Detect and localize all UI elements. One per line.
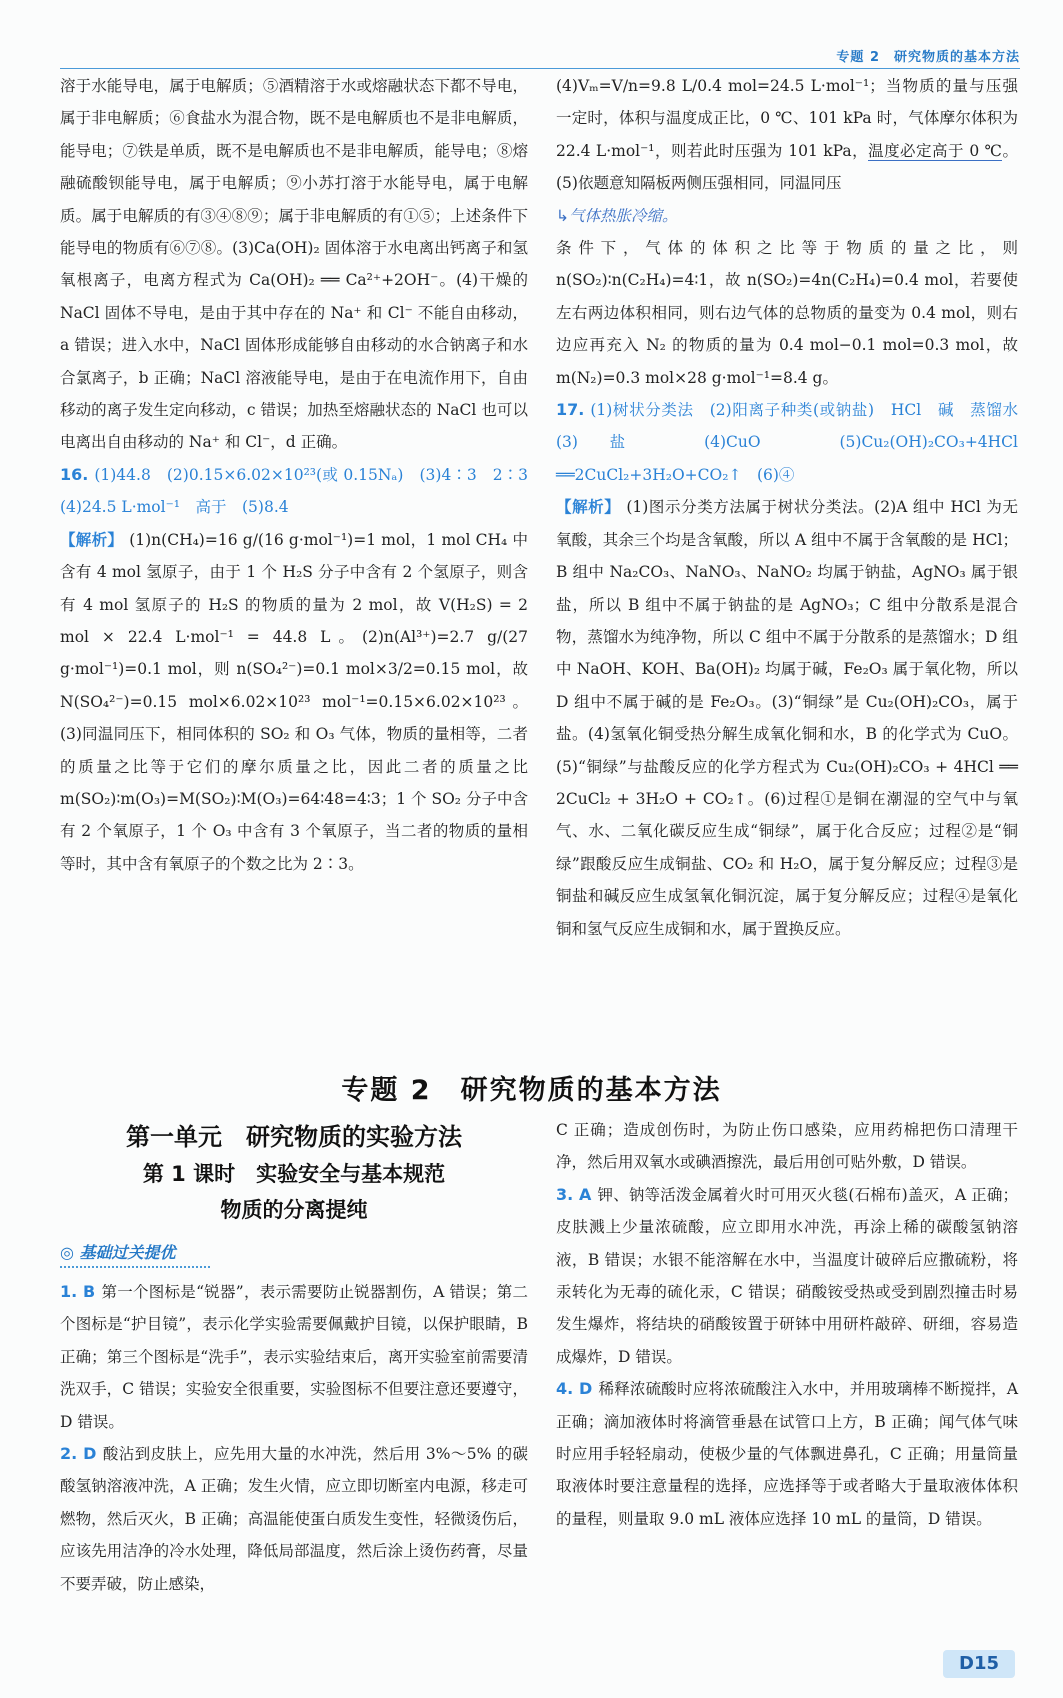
q2-number: 2. D — [60, 1444, 97, 1464]
basics-badge — [60, 1240, 210, 1264]
q3-text: 钾、钠等活泼金属着火时可用灭火毯(石棉布)盖灭，A 正确；皮肤溅上少量浓硫酸，应立即用水冲洗，再涂上稀的碳酸氢钠溶液，B 错误；水银不能溶解在水中，当温度计破碎后应撒硫粉，将汞转化为无毒的硫化汞，C 错误；硝酸铵受热或受到剧烈撞击时易发生爆炸，将结块的硝酸铵置于研钵中用研杵敲碎、研细，容易造成爆炸，D 错误。 — [556, 1185, 1018, 1366]
left-column-top — [60, 70, 544, 880]
q16-part5: 条件下，气体的体积之比等于物质的量之比，则 n(SO₂)∶n(C₂H₄)=4∶1，故 n(SO₂)=4n(C₂H₄)=0.4 mol，若要使左右两边体积相同，则右边气体的总物质的量变为 0.4 mol，则右边应再充入 N₂ 的物质的量为 0.4 mol−0.1 mol=0.3 mol，故 m(N₂)=0.3 mol×28 g·mol⁻¹=8.4 g。 — [556, 239, 1018, 387]
q17-explain-tag: 【解析】 — [556, 498, 621, 517]
q2-continuation: C 正确；造成创伤时，为防止伤口感染，应用药棉把伤口清理干净，然后用双氧水或碘酒擦洗，最后用创可贴外敷，D 错误。 — [556, 1121, 1018, 1172]
unit-title: 第一单元 研究物质的实验方法 — [126, 1123, 462, 1151]
q17-number: 17. — [556, 400, 585, 420]
q17-answer — [556, 394, 1034, 491]
q16-explanation — [60, 524, 528, 880]
q16-answer — [60, 459, 544, 524]
q1-number: 1. B — [60, 1282, 96, 1301]
q2-text: 酸沾到皮肤上，应先用大量的水冲洗，然后用 3%～5% 的碳酸氢钠溶液冲洗，A 正确；发生火情，应立即切断室内电源，移走可燃物，然后灭火，B 正确；高温能使蛋白质发生变性，轻微烫伤后，应该先用洁净的冷水处理，降低局部温度，然后涂上烫伤药膏，尽量不要弄破，防止感染， — [60, 1445, 528, 1593]
q16-explain-text: (1)n(CH₄)=16 g/(16 g·mol⁻¹)=1 mol，1 mol CH₄ 中含有 4 mol 氢原子，由于 1 个 H₂S 分子中含有 2 个氢原子，则含有 4 mol 氢原子的 H₂S 的物质的量为 2 mol，故 V(H₂S) = 2 mol × 22.4 L·mol⁻¹ = 44.8 L。(2)n(Al³⁺)=2.7 g/(27 g·mol⁻¹)=0.1 mol，则 n(SO₄²⁻)=0.1 mol×3/2=0.15 mol，故 N(SO₄²⁻)=0.15 mol×6.02×10²³ mol⁻¹=0.15×6.02×10²³。(3)同温同压下，相同体积的 SO₂ 和 O₃ 气体，物质的量相等，二者的质量之比等于它们的摩尔质量之比，因此二者的质量之比 m(SO₂)∶m(O₃)=M(SO₂)∶M(O₃)=64∶48=4∶3；1 个 SO₂ 分子中含有 2 个氧原子，1 个 O₃ 中含有 3 个氧原子，当二者的物质的量相等时，其中含有氧原子的个数之比为 2∶3。 — [60, 530, 528, 873]
page-number: D15 — [943, 1650, 1015, 1678]
badge-underline — [60, 1264, 210, 1268]
q4-text: 稀释浓硫酸时应将浓硫酸注入水中，并用玻璃棒不断搅拌，A 正确；滴加液体时将滴管垂悬在试管口上方，B 正确；闻气体气味时应用手轻轻扇动，使极少量的气体飘进鼻孔，C 正确；用量筒量取液体时要注意量程的选择，应选择等于或者略大于量取液体体积的量程，则量取 9.0 mL 液体应选择 10 mL 的量筒，D 错误。 — [556, 1380, 1019, 1528]
lesson-title: 第 1 课时 实验安全与基本规范 — [142, 1162, 446, 1186]
q17-answer-text: (1)树状分类法 (2)阳离子种类(或钠盐) HCl 碱 蒸馏水 (3)盐 (4)CuO (5)Cu₂(OH)₂CO₃+4HCl ══2CuCl₂+3H₂O+CO₂↑ (6)④ — [556, 401, 1034, 484]
q17-explain-text: (1)图示分类方法属于树状分类法。(2)A 组中 HCl 为无氧酸，其余三个均是含氧酸，所以 A 组中不属于含氧酸的是 HCl；B 组中 Na₂CO₃、NaNO₃、NaNO₂ 均属于钠盐，AgNO₃ 属于银盐，所以 B 组中不属于钠盐的是 AgNO₃；C 组中分散系是混合物，蒸馏水为纯净物，所以 C 组中不属于分散系的是蒸馏水；D 组中 NaOH、KOH、Ba(OH)₂ 均属于碱，Fe₂O₃ 属于氧化物，所以 D 组中不属于碱的是 Fe₂O₃。(3)“铜绿”是 Cu₂(OH)₂CO₃，属于盐。(4)氢氧化铜受热分解生成氧化铜和水，B 的化学式为 CuO。(5)“铜绿”与盐酸反应的化学方程式为 Cu₂(OH)₂CO₃ + 4HCl ══ 2CuCl₂ + 3H₂O + CO₂↑。(6)过程①是铜在潮湿的空气中与氧气、水、二氧化碳反应生成“铜绿”，属于化合反应；过程②是“铜绿”跟酸反应生成铜盐、CO₂ 和 H₂O，属于复分解反应；过程③是铜盐和碱反应生成氢氧化铜沉淀，属于复分解反应；过程④是氧化铜和氢气反应生成铜和水，属于置换反应。 — [556, 498, 1018, 938]
q16-number: 16. — [60, 464, 89, 484]
right-column-bottom — [556, 1114, 1018, 1535]
lesson-subtitle: 物质的分离提纯 — [220, 1198, 368, 1222]
q15-continuation: 溶于水能导电，属于电解质；⑤酒精溶于水或熔融状态下都不导电，属于非电解质；⑥食盐水为混合物，既不是电解质也不是非电解质，能导电；⑦铁是单质，既不是电解质也不是非电解质，能导电；⑧熔融硫酸钡能导电，属于电解质；⑨小苏打溶于水能导电，属于电解质。属于电解质的有③④⑧⑨；属于非电解质的有①⑤；上述条件下能导电的物质有⑥⑦⑧。(3)Ca(OH)₂ 固体溶于水电离出钙离子和氢氧根离子，电离方程式为 Ca(OH)₂ ══ Ca²⁺+2OH⁻。(4)干燥的 NaCl 固体不导电，是由于其中存在的 Na⁺ 和 Cl⁻ 不能自由移动，a 错误；进入水中，NaCl 固体形成能够自由移动的水合钠离子和水合氯离子，b 正确；NaCl 溶液能导电，是由于在电流作用下，自由移动的离子发生定向移动，c 错误；加热至熔融状态的 NaCl 也可以电离出自由移动的 Na⁺ 和 Cl⁻，d 正确。 — [60, 77, 528, 452]
q16-part4-text: (4)Vₘ=V/n=9.8 L/0.4 mol=24.5 L·mol⁻¹；当物质的量与压强一定时，体积与温度成正比，0 ℃、101 kPa 时，气体摩尔体积为 22.4 L·mol⁻¹，则若此时压强为 101 kPa， — [556, 77, 1018, 160]
q4 — [556, 1373, 1018, 1535]
q16-part4-end: 。(5)依题意知隔板两侧压强相同，同温同压 — [556, 141, 1018, 193]
q17-explanation — [556, 491, 1018, 945]
left-column-bottom — [60, 1276, 528, 1600]
target-icon: ◎ — [60, 1243, 74, 1262]
q3 — [556, 1179, 1018, 1373]
right-column-top — [556, 70, 1034, 945]
badge-label: 基础过关提优 — [79, 1243, 176, 1262]
handwritten-note: ↳气体热胀冷缩。 — [556, 206, 678, 225]
q4-number: 4. D — [556, 1379, 593, 1399]
section-title: 专题 2 研究物质的基本方法 — [341, 1075, 722, 1106]
q1 — [60, 1276, 528, 1438]
q3-number: 3. A — [556, 1184, 592, 1204]
q16-answer-text: (1)44.8 (2)0.15×6.02×10²³(或 0.15Nₐ) (3)4∶3 2∶3 (4)24.5 L·mol⁻¹ 高于 (5)8.4 — [60, 465, 544, 517]
q2 — [60, 1438, 528, 1600]
q16-underlined-note: 温度必定高于 0 ℃ — [868, 141, 1003, 160]
page-header — [60, 46, 1020, 69]
q16-explain-tag: 【解析】 — [60, 530, 124, 549]
header-title: 专题 2 研究物质的基本方法 — [836, 50, 1020, 65]
q1-text: 第一个图标是“锐器”，表示需要防止锐器割伤，A 错误；第二个图标是“护目镜”，表示化学实验需要佩戴护目镜，以保护眼睛，B 正确；第三个图标是“洗手”，表示实验结束后，离开实验室前需要清洗双手，C 错误；实验安全很重要，实验图标不但要注意还要遵守，D 错误。 — [60, 1283, 528, 1431]
q16-part4 — [556, 70, 1018, 200]
